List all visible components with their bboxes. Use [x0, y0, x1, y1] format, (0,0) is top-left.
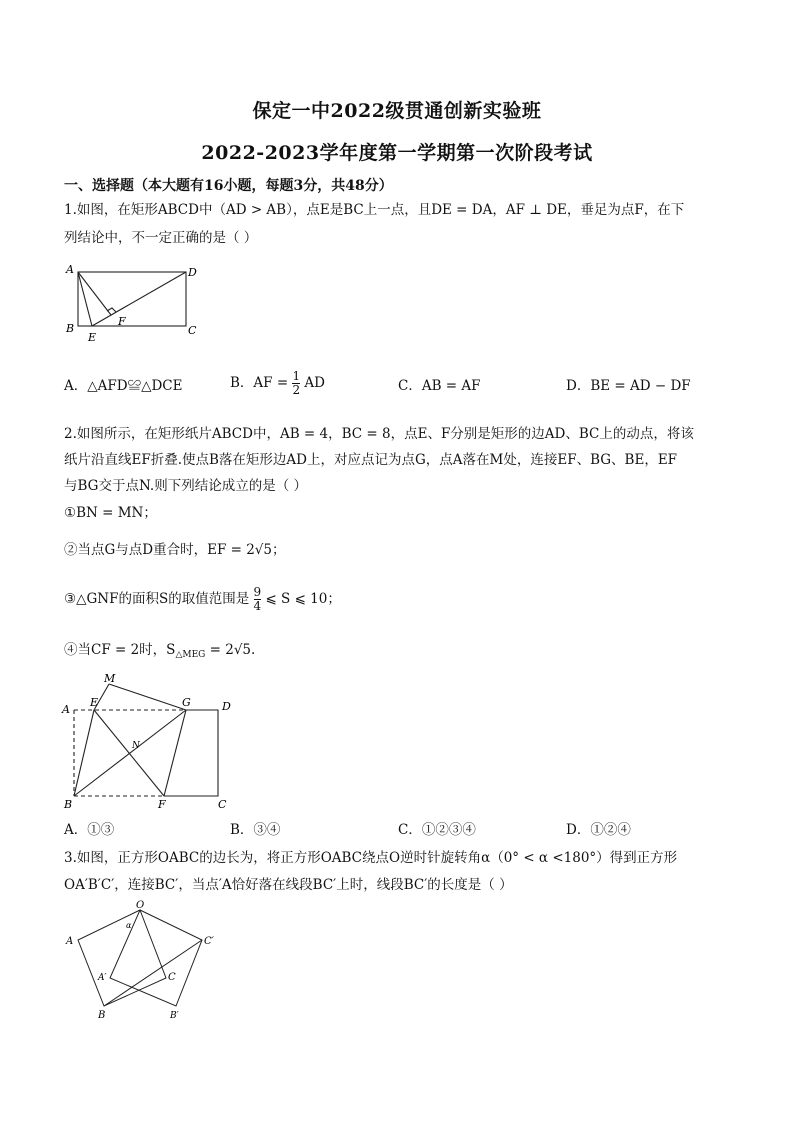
q1-text-line2: 列结论中，不一定正确的是（ ）: [64, 230, 258, 246]
q2-option-c[interactable]: C．①②③④: [398, 822, 476, 838]
exam-title-line2: 2022-2023学年度第一学期第一次阶段考试: [201, 142, 593, 164]
q2-statement-4-prefix: ④当CF = 2时，S: [64, 642, 176, 658]
q2-statement-1: ①BN = MN；: [64, 505, 157, 521]
section-heading: 一、选择题（本大题有16小题，每题3分，共48分）: [64, 178, 393, 194]
q3-label-o: O: [136, 900, 145, 911]
q1-label-a: A: [66, 263, 74, 276]
q2-statement-4: [64, 640, 734, 665]
q1-option-a[interactable]: A．△AFD≌△DCE: [64, 378, 183, 394]
q3-figure: [62, 898, 222, 1024]
q1-option-b-numerator: 1: [292, 369, 301, 383]
q1-label-e: E: [88, 331, 97, 344]
q2-statement-4-subscript: △MEG: [175, 650, 206, 660]
q2-option-b[interactable]: B．③④: [230, 822, 281, 838]
q1-option-b-prefix: B．AF =: [230, 375, 289, 391]
q2-figure: [60, 670, 240, 810]
q1-option-d[interactable]: D．BE = AD − DF: [566, 378, 691, 394]
q2-label-c: C: [218, 798, 227, 810]
q1-option-b[interactable]: [230, 370, 325, 397]
q2-label-a: A: [62, 703, 70, 716]
q3-text-line2: OA′B′C′，连接BC′，当点′A恰好落在线段BC′上时，线段BC′的长度是（ ）: [64, 877, 513, 893]
q2-label-m: M: [104, 672, 116, 685]
q3-label-c-prime: C′: [204, 936, 214, 947]
q2-label-b: B: [64, 798, 73, 810]
q1-label-c: C: [188, 324, 197, 337]
q2-statement-3-suffix: ⩽ S ⩽ 10；: [265, 591, 341, 607]
q1-option-b-fraction: [292, 370, 300, 397]
q2-label-e: E: [90, 696, 99, 709]
q2-statement-3: [64, 586, 734, 613]
q2-label-n: N: [132, 741, 140, 751]
q2-option-d[interactable]: D．①②④: [566, 822, 631, 838]
q2-statement-3-prefix: ③△GNF的面积S的取值范围是: [64, 591, 250, 607]
q2-label-g: G: [182, 696, 191, 709]
q2-label-f: F: [158, 798, 166, 810]
exam-title-line1: 保定一中2022级贯通创新实验班: [252, 100, 542, 122]
q3-label-b: B: [98, 1010, 106, 1021]
q1-figure: [62, 262, 212, 346]
q2-text-line2: 纸片沿直线EF折叠.使点B落在矩形边AD上，对应点记为点G，点A落在M处，连接EF、BG、BE，EF: [64, 452, 678, 468]
q3-label-alpha: α: [126, 921, 132, 930]
q3-label-a-prime: A′: [98, 973, 107, 983]
q2-option-a[interactable]: A．①③: [64, 822, 115, 838]
q2-statement-4-suffix: = 2√5.: [205, 642, 256, 658]
q2-label-d: D: [222, 700, 231, 713]
q3-label-c: C: [168, 972, 176, 983]
q2-text-line3: 与BG交于点N.则下列结论成立的是（ ）: [64, 478, 307, 494]
q1-label-b: B: [66, 322, 75, 335]
q2-statement-3-fraction: [254, 586, 262, 613]
q1-label-d: D: [188, 266, 197, 279]
q2-statement-3-numerator: 9: [253, 585, 262, 599]
q2-statement-2: ②当点G与点D重合时，EF = 2√5；: [64, 542, 286, 558]
q1-option-c[interactable]: C．AB = AF: [398, 378, 481, 394]
q1-option-b-denominator: 2: [292, 383, 301, 397]
q3-label-b-prime: B′: [170, 1011, 179, 1021]
q3-text-line1: 3.如图，正方形OABC的边长为，将正方形OABC绕点O逆时针旋转角α（0° < α <180°）得到正方形: [64, 850, 678, 866]
q2-statement-3-denominator: 4: [253, 599, 262, 613]
q2-text-line1: 2.如图所示，在矩形纸片ABCD中，AB = 4，BC = 8，点E、F分别是矩形的边AD、BC上的动点，将该: [64, 426, 694, 442]
q1-text-line1: 1.如图，在矩形ABCD中（AD > AB），点E是BC上一点，且DE = DA，AF ⊥ DE，垂足为点F，在下: [64, 202, 685, 218]
q1-option-b-suffix: AD: [304, 375, 325, 391]
q1-label-f: F: [118, 315, 126, 328]
q3-label-a: A: [66, 936, 74, 947]
